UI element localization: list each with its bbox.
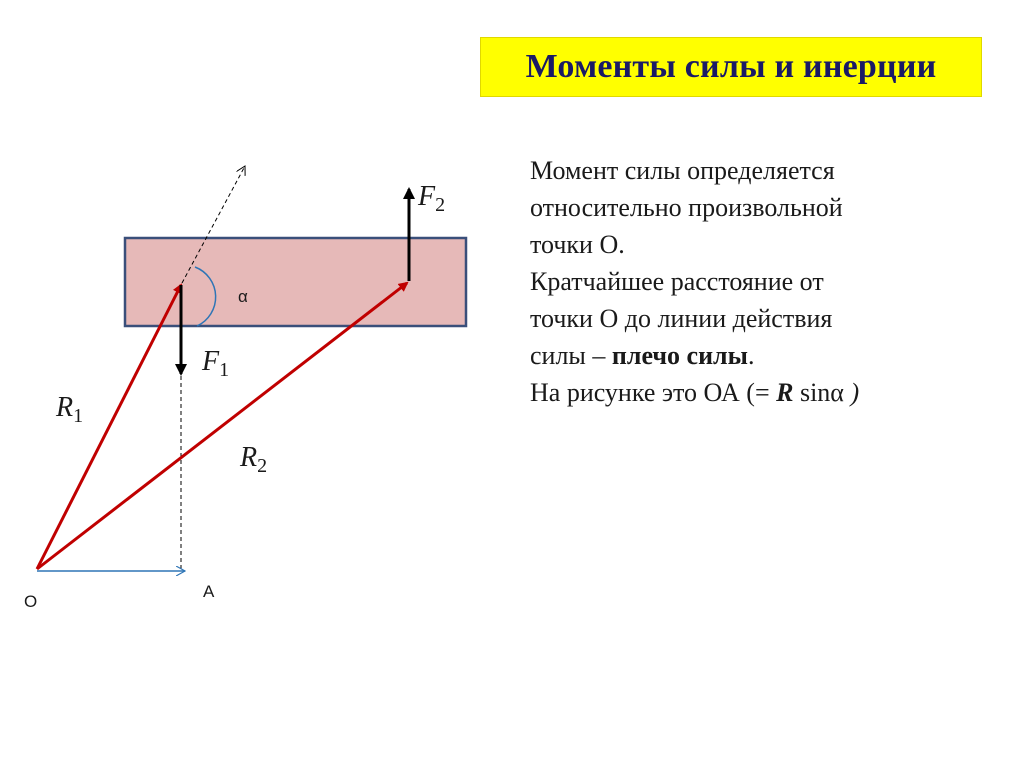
desc-line-1: Момент силы определяется [530, 156, 835, 185]
formula-r: R [776, 378, 794, 407]
label-f2: $F_2$ [418, 181, 446, 216]
desc-line-6: силы – плечо силы. [530, 341, 755, 370]
desc-line-2: относительно произвольной [530, 193, 843, 222]
rigid-body [125, 238, 466, 326]
label-f1: $F_1$ [202, 346, 230, 381]
page-title: Моменты силы и инерции [525, 48, 937, 85]
label-point-a: А [203, 582, 215, 601]
label-r1: $R_1$ [56, 392, 84, 427]
desc-line-4: Кратчайшее расстояние от [530, 267, 824, 296]
desc-line-7: На рисунке это ОА (= R sinα ) [530, 378, 860, 407]
label-point-o: О [24, 592, 38, 611]
desc-line-3: точки О. [530, 230, 625, 259]
lever-arm-term: плечо силы [611, 341, 748, 370]
description-text [530, 152, 1000, 411]
radius-vector-r1 [37, 285, 181, 569]
desc-line-5: точки О до линии действия [530, 304, 833, 333]
label-alpha: α [238, 287, 248, 306]
label-r2: $R_2$ [240, 442, 268, 477]
